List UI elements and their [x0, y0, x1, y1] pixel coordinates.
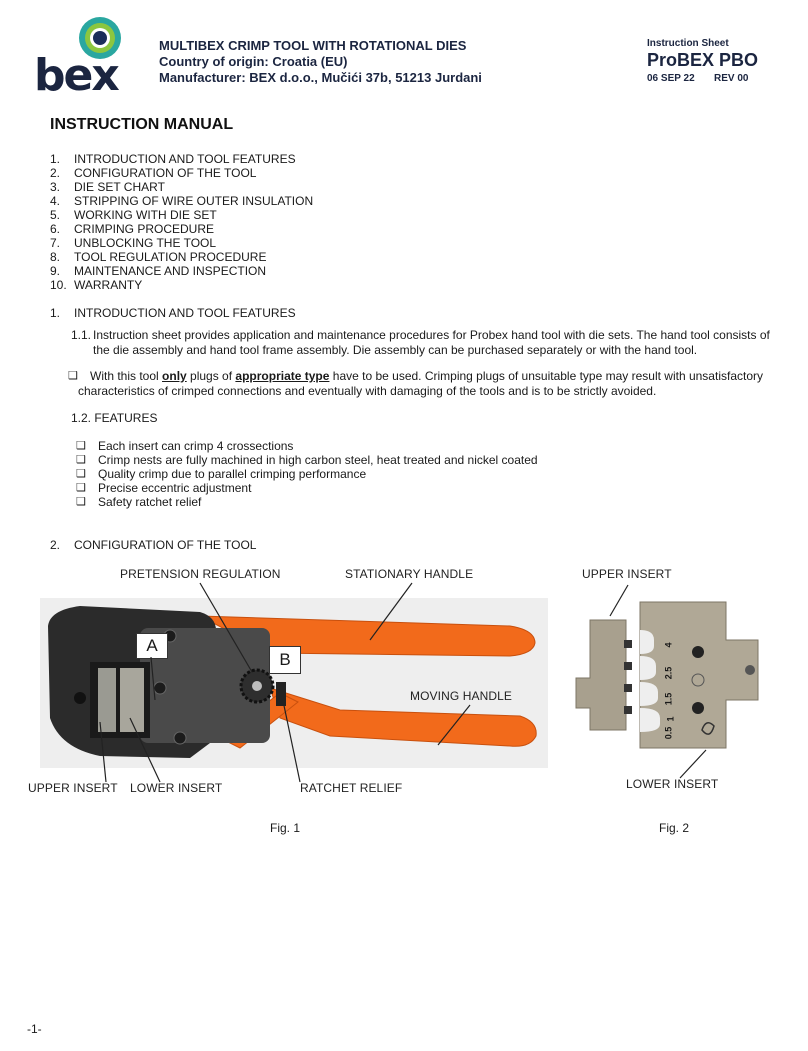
callout-lower-insert: LOWER INSERT [130, 781, 223, 795]
toc-item: 6. CRIMPING PROCEDURE [50, 222, 215, 236]
die-marking-1-5: 1.5 [663, 692, 674, 706]
list-item: ❑ Precise eccentric adjustment [76, 481, 252, 495]
usage-note: ❑ With this tool only plugs of appropriate type have to be used. Crimping plugs of unsuitable type may result with unsatisfactory characteristics of crimped connections and eventually with damaging of the tools and is to be strictly avoided. [68, 369, 763, 398]
fig1-caption: Fig. 1 [270, 821, 301, 835]
header-origin: Country of origin: Croatia (EU) [159, 54, 348, 69]
paragraph-1-1: 1.1. Instruction sheet provides application and maintenance procedures for Probex hand tool with die sets. The hand tool consists of the die assembly and hand tool frame assembly. Die assembly can be purchased separately or with the hand tool. [71, 328, 770, 357]
toc-item: 1. INTRODUCTION AND TOOL FEATURES [50, 152, 296, 166]
checkbox-icon: ❑ [76, 496, 86, 508]
label-box-b: B [269, 646, 301, 674]
header-manufacturer: Manufacturer: BEX d.o.o., Mučići 37b, 51213 Jurdani [159, 70, 482, 85]
toc-item: 3. DIE SET CHART [50, 180, 165, 194]
header-product: MULTIBEX CRIMP TOOL WITH ROTATIONAL DIES [159, 38, 467, 53]
toc-item: 2. CONFIGURATION OF THE TOOL [50, 166, 257, 180]
checkbox-icon: ❑ [76, 468, 86, 480]
callout-moving-handle: MOVING HANDLE [410, 689, 512, 703]
fig2-caption: Fig. 2 [659, 821, 690, 835]
checkbox-icon: ❑ [76, 482, 86, 494]
toc-item: 5. WORKING WITH DIE SET [50, 208, 217, 222]
fig2-callout-lower-insert: LOWER INSERT [626, 777, 719, 791]
die-marking-0-5: 0.5 [663, 726, 674, 740]
die-marking-2-5: 2.5 [663, 666, 674, 680]
toc-item: 7. UNBLOCKING THE TOOL [50, 236, 217, 250]
callout-ratchet-relief: RATCHET RELIEF [300, 781, 403, 795]
section2-heading: 2. CONFIGURATION OF THE TOOL [50, 538, 257, 552]
list-item: ❑ Crimp nests are fully machined in high carbon steel, heat treated and nickel coated [76, 453, 538, 467]
list-item: ❑ Quality crimp due to parallel crimping performance [76, 467, 367, 481]
checkbox-icon: ❑ [68, 370, 78, 382]
checkbox-icon: ❑ [76, 440, 86, 452]
callout-upper-insert: UPPER INSERT [28, 781, 118, 795]
list-item: ❑ Each insert can crimp 4 crossections [76, 439, 294, 453]
page-number: -1- [27, 1022, 42, 1036]
features-heading: 1.2. FEATURES [71, 411, 158, 425]
die-marking-1: 1 [665, 716, 676, 722]
label-box-a: A [136, 633, 168, 659]
toc-item: 8. TOOL REGULATION PROCEDURE [50, 250, 267, 264]
toc-item: 4. STRIPPING OF WIRE OUTER INSULATION [50, 194, 314, 208]
die-marking-4: 4 [663, 642, 674, 648]
logo-text: bex [34, 50, 118, 101]
section1-heading: 1. INTRODUCTION AND TOOL FEATURES [50, 306, 296, 320]
toc-item: 9. MAINTENANCE AND INSPECTION [50, 264, 267, 278]
sheet-date: 06 SEP 22 [647, 73, 695, 84]
checkbox-icon: ❑ [76, 454, 86, 466]
callout-pretension-regulation: PRETENSION REGULATION [120, 567, 281, 581]
sheet-title: ProBEX PBO [647, 50, 759, 70]
callout-stationary-handle: STATIONARY HANDLE [345, 567, 474, 581]
sheet-label: Instruction Sheet [647, 38, 729, 49]
manual-title: INSTRUCTION MANUAL [50, 116, 234, 133]
die-inserts-photo [574, 600, 770, 750]
sheet-rev: REV 00 [714, 73, 749, 84]
toc-item: 10. WARRANTY [50, 278, 143, 292]
fig2-callout-upper-insert: UPPER INSERT [582, 567, 672, 581]
list-item: ❑ Safety ratchet relief [76, 495, 202, 509]
